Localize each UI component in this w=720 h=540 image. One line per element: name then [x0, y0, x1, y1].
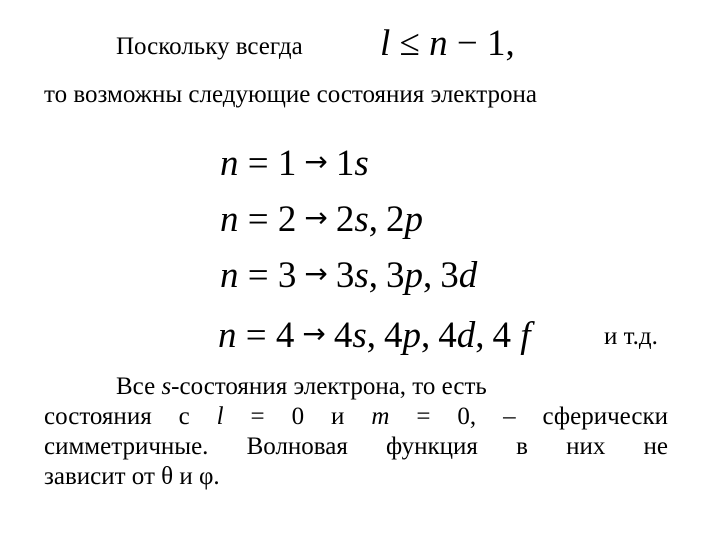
intro-line-1: Поскольку всегда — [116, 33, 303, 60]
state-n4: n = 4 → 4s, 4p, 4d, 4 f — [218, 315, 531, 356]
arrow-icon: → — [304, 145, 328, 178]
arrow-icon: → — [304, 201, 328, 234]
arrow-icon: → — [304, 257, 328, 290]
state-n3: n = 3 → 3s, 3p, 3d — [220, 255, 478, 296]
para-line-4: зависит от θ и φ. — [44, 463, 220, 490]
para-line-2: состояния с l = 0 и m = 0, – сферически — [44, 403, 669, 430]
state-n1: n = 1 → 1s — [220, 143, 369, 184]
arrow-icon: → — [302, 317, 326, 350]
intro-formula: l ≤ n − 1, — [380, 23, 515, 64]
intro-line-2: то возможны следующие состояния электрона — [44, 81, 537, 108]
etc-label: и т.д. — [604, 323, 658, 350]
description-paragraph — [44, 372, 668, 492]
para-line-3: симметричные. Волновая функция в них не — [44, 433, 668, 460]
state-n2: n = 2 → 2s, 2p — [220, 199, 423, 240]
para-line-1: Все s-состояния электрона, то есть — [116, 373, 487, 400]
